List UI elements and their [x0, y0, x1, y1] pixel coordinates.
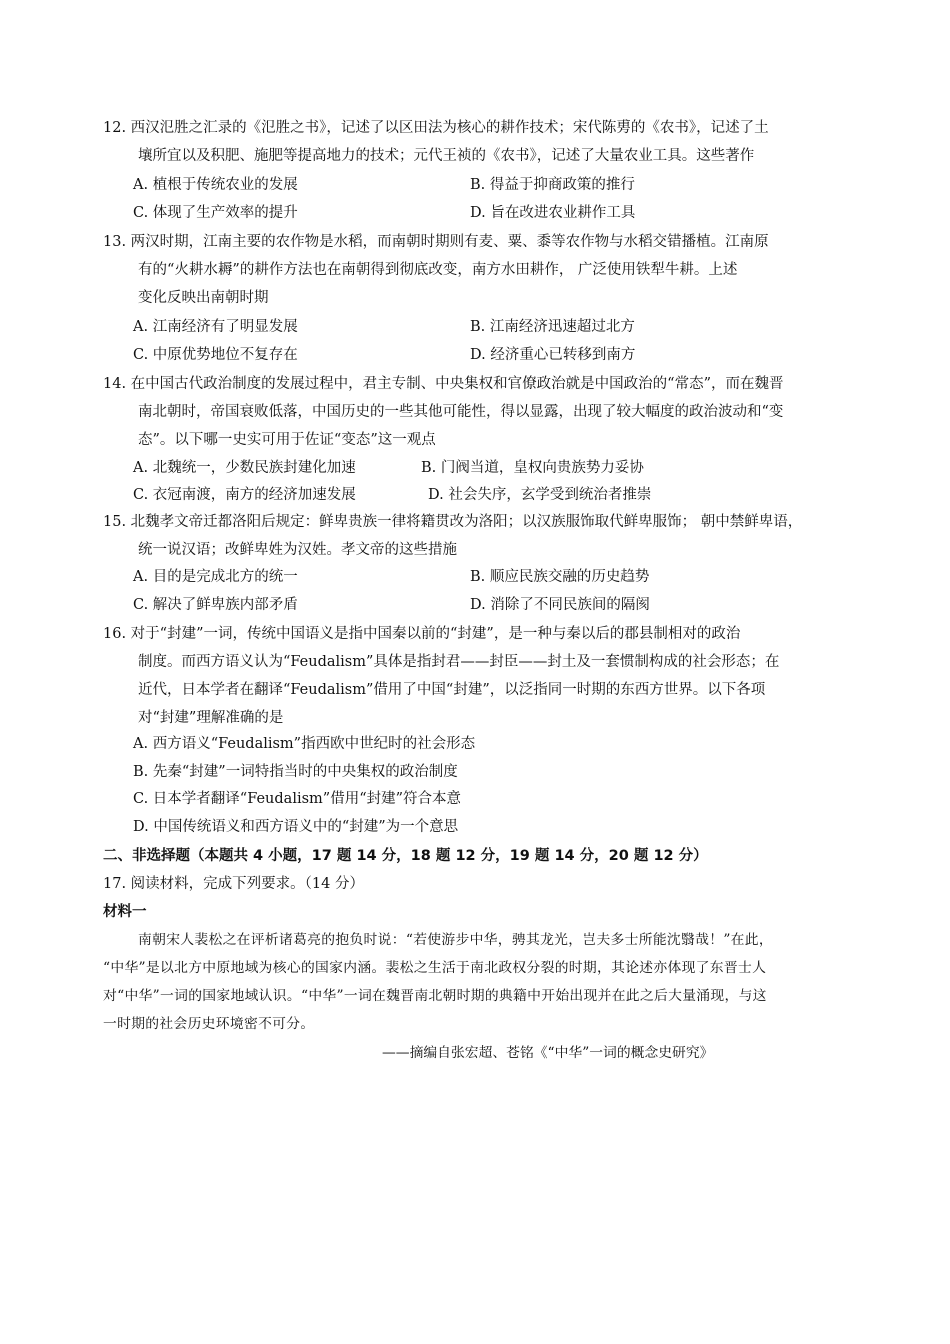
material-paragraph-line4: 一时期的社会历史环境密不可分。: [103, 1016, 315, 1032]
q12-stem-line2: 壤所宜以及积肥、施肥等提高地力的技术；元代王祯的《农书》，记述了大量农业工具。这些著作: [138, 148, 755, 164]
q12-option-d: D. 旨在改进农业耕作工具: [470, 205, 636, 221]
q13-option-b: B. 江南经济迅速超过北方: [470, 319, 635, 335]
section-heading-nonchoice: 二、非选择题（本题共 4 小题，17 题 14 分，18 题 12 分，19 题 14 分，20 题 12 分）: [103, 848, 708, 864]
q12-option-a: A. 植根于传统农业的发展: [133, 177, 298, 193]
q16-option-b: B. 先秦“封建”一词特指当时的中央集权的政治制度: [133, 764, 458, 780]
material-paragraph-line3: 对“中华”一词的国家地域认识。“中华”一词在魏晋南北朝时期的典籍中开始出现并在此之后大量涌现，与这: [103, 988, 767, 1004]
q15-option-d: D. 消除了不同民族间的隔阂: [470, 597, 650, 613]
material-one-label: 材料一: [103, 904, 147, 920]
q14-option-b: B. 门阀当道，皇权向贵族势力妥协: [421, 460, 644, 476]
q15-option-b: B. 顺应民族交融的历史趋势: [470, 569, 650, 585]
q13-stem-line2: 有的“火耕水耨”的耕作方法也在南朝得到彻底改变，南方水田耕作， 广泛使用铁犁牛耕。上述: [138, 262, 738, 278]
material-source-citation: ——摘编自张宏超、苍铭《“中华”一词的概念史研究》: [382, 1045, 714, 1061]
q13-option-a: A. 江南经济有了明显发展: [133, 319, 298, 335]
q12-stem-line1: 12. 西汉氾胜之汇录的《氾胜之书》，记述了以区田法为核心的耕作技术；宋代陈旉的《农书》，记述了土: [103, 120, 769, 136]
q15-option-a: A. 目的是完成北方的统一: [133, 569, 298, 585]
q14-stem-line2: 南北朝时，帝国衰败低落，中国历史的一些其他可能性，得以显露，出现了较大幅度的政治波动和“变: [138, 404, 784, 420]
q14-option-a: A. 北魏统一，少数民族封建化加速: [133, 460, 356, 476]
q14-option-d: D. 社会失序，玄学受到统治者推崇: [428, 487, 652, 503]
material-paragraph-line1: 南朝宋人裴松之在评析诸葛亮的抱负时说：“若使游步中华，骋其龙光，岂夫多士所能沈翳哉！”在此，: [138, 932, 773, 948]
q16-option-c: C. 日本学者翻译“Feudalism”借用“封建”符合本意: [133, 791, 462, 807]
q14-stem-line1: 14. 在中国古代政治制度的发展过程中，君主专制、中央集权和官僚政治就是中国政治的“常态”，而在魏晋: [103, 376, 784, 392]
q16-stem-line3: 近代，日本学者在翻译“Feudalism”借用了中国“封建”，以泛指同一时期的东西方世界。以下各项: [138, 682, 766, 698]
q13-stem-line1: 13. 两汉时期，江南主要的农作物是水稻，而南朝时期则有麦、粟、黍等农作物与水稻交错播植。江南原: [103, 234, 769, 250]
q13-option-c: C. 中原优势地位不复存在: [133, 347, 298, 363]
q12-option-c: C. 体现了生产效率的提升: [133, 205, 298, 221]
q16-stem-line4: 对“封建”理解准确的是: [138, 710, 284, 726]
q16-option-d: D. 中国传统语义和西方语义中的“封建”为一个意思: [133, 819, 459, 835]
q14-option-c: C. 衣冠南渡，南方的经济加速发展: [133, 487, 356, 503]
q16-stem-line1: 16. 对于“封建”一词，传统中国语义是指中国秦以前的“封建”，是一种与秦以后的郡县制相对的政治: [103, 626, 741, 642]
q13-option-d: D. 经济重心已转移到南方: [470, 347, 636, 363]
q14-stem-line3: 态”。以下哪一史实可用于佐证“变态”这一观点: [138, 432, 436, 448]
q16-stem-line2: 制度。而西方语义认为“Feudalism”具体是指封君——封臣——封土及一套惯制构成的社会形态；在: [138, 654, 780, 670]
q15-stem-line2: 统一说汉语；改鲜卑姓为汉姓。孝文帝的这些措施: [138, 542, 457, 558]
q12-option-b: B. 得益于抑商政策的推行: [470, 177, 635, 193]
q17-intro: 17. 阅读材料，完成下列要求。（14 分）: [103, 876, 364, 892]
q15-stem-line1: 15. 北魏孝文帝迁都洛阳后规定：鲜卑贵族一律将籍贯改为洛阳；以汉族服饰取代鲜卑服饰； 朝中禁鲜卑语，: [103, 514, 803, 530]
material-paragraph-line2: “中华”是以北方中原地域为核心的国家内涵。裴松之生活于南北政权分裂的时期，其论述亦体现了东晋士人: [103, 960, 767, 976]
q16-option-a: A. 西方语义“Feudalism”指西欧中世纪时的社会形态: [133, 736, 476, 752]
q13-stem-line3: 变化反映出南朝时期: [138, 290, 269, 306]
q15-option-c: C. 解决了鲜卑族内部矛盾: [133, 597, 298, 613]
